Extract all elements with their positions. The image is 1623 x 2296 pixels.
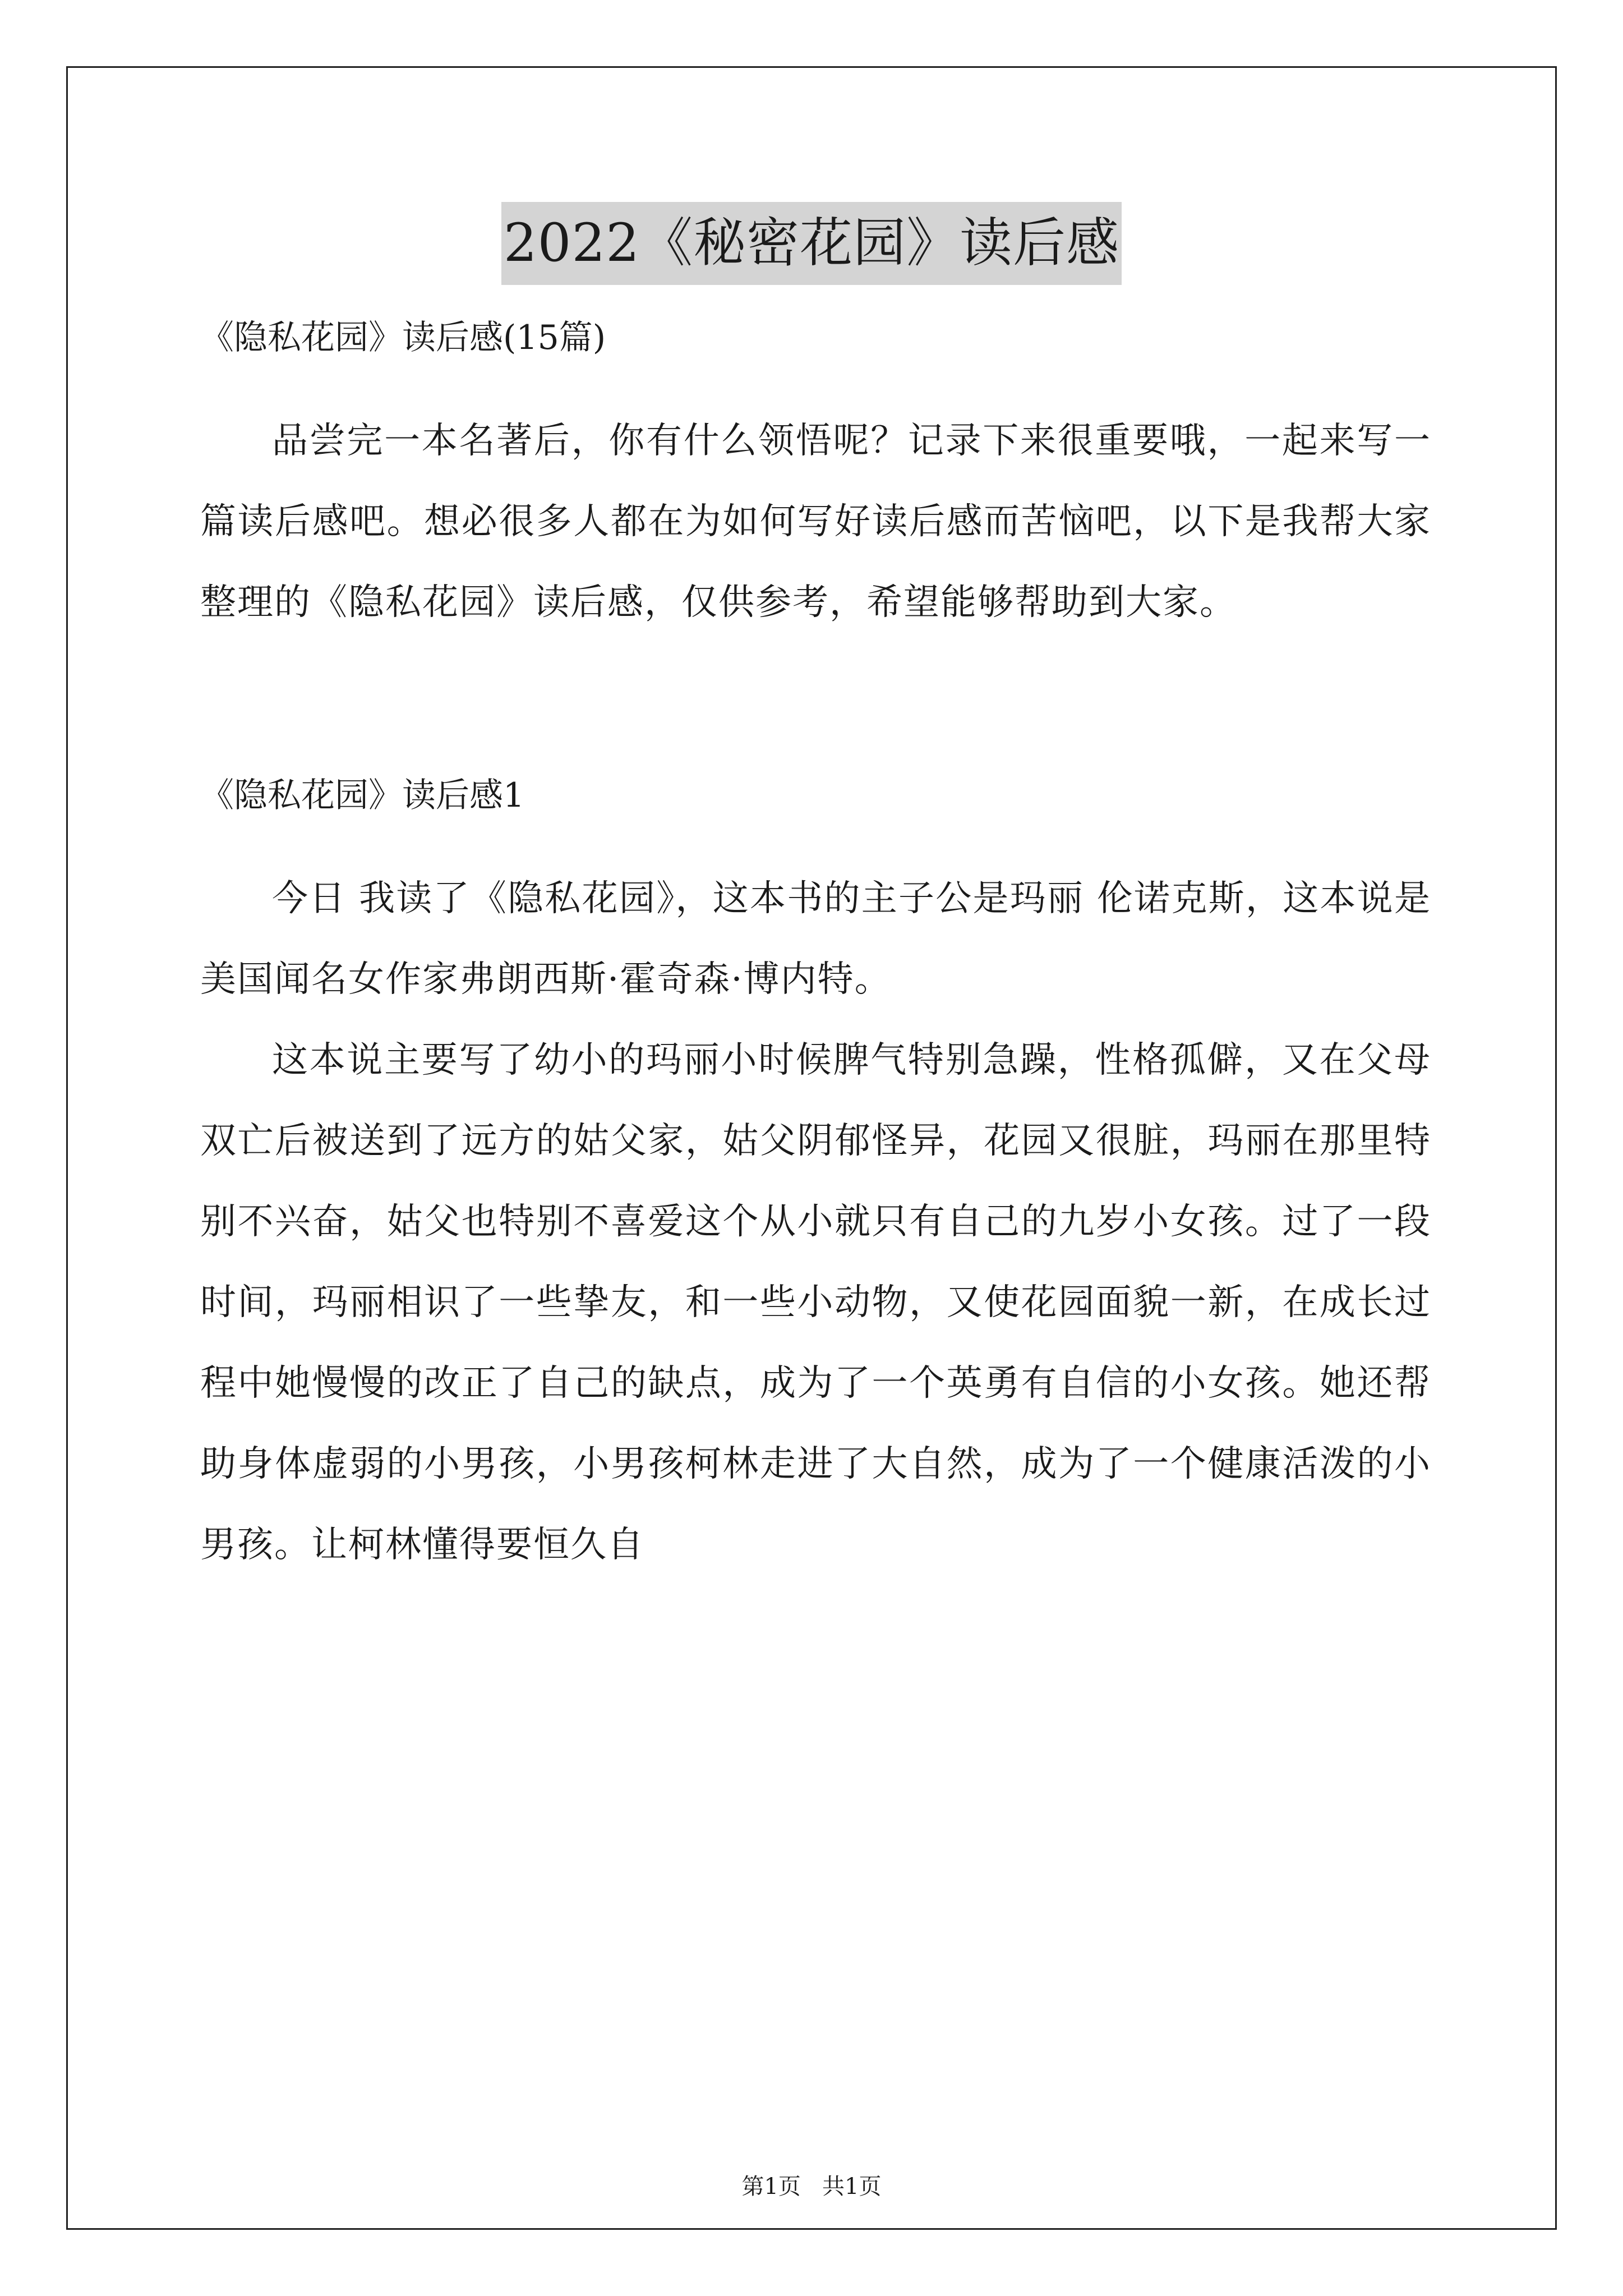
section1-paragraph2: 这本说主要写了幼小的玛丽小时候脾气特别急躁，性格孤僻，又在父母双亡后被送到了远方的姑父家，姑父阴郁怪异，花园又很脏，玛丽在那里特别不兴奋，姑父也特别不喜爱这个从小就只有自己的九岁小女孩。过了一段时间，玛丽相识了一些挚友，和一些小动物，又使花园面貌一新，在成长过程中她慢慢的改正了自己的缺点，成为了一个英勇有自信的小女孩。她还帮助身体虚弱的小男孩，小男孩柯林走进了大自然，成为了一个健康活泼的小男孩。让柯林懂得要恒久自 [200, 1039, 1431, 1566]
document-body [200, 314, 1431, 1585]
document-title: 2022《秘密花园》读后感 [501, 202, 1122, 285]
intro-heading: 《隐私花园》读后感(15篇) [200, 318, 606, 357]
title-container [0, 202, 1623, 285]
intro-paragraph: 品尝完一本名著后，你有什么领悟呢？记录下来很重要哦，一起来写一篇读后感吧。想必很多人都在为如何写好读后感而苦恼吧，以下是我帮大家整理的《隐私花园》读后感，仅供参考，希望能够帮助到大家。 [200, 420, 1431, 623]
page-footer: 第1页 共1页 [741, 2174, 882, 2200]
section1-heading: 《隐私花园》读后感1 [200, 776, 525, 815]
section1-paragraph1: 今日 我读了《隐私花园》，这本书的主子公是玛丽 伦诺克斯，这本说是美国闻名女作家弗朗西斯·霍奇森·博内特。 [200, 878, 1431, 1000]
